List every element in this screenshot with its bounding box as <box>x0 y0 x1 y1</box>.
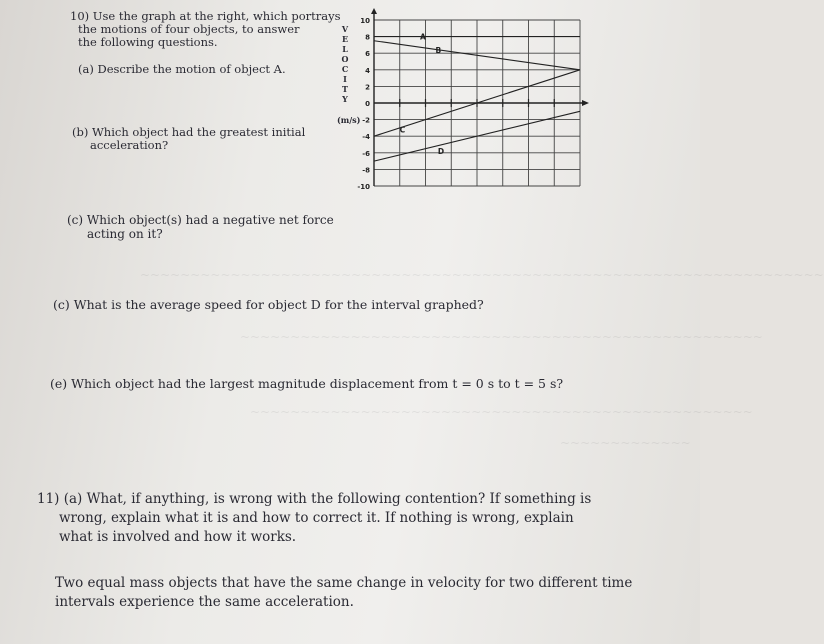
q11-line-2: wrong, explain what it is and how to correct it. If nothing is wrong, explain <box>59 510 574 526</box>
q10b-line-2: acceleration? <box>90 138 169 152</box>
y-tick-label: -6 <box>362 149 370 158</box>
y-tick-label: -10 <box>357 183 370 191</box>
y-tick-label: 8 <box>365 33 370 42</box>
q10-line-1: 10) Use the graph at the right, which portrays <box>70 9 341 23</box>
y-tick-label: 0 <box>365 100 370 108</box>
bleed-through-text: ~~~~~~~~~~~~~ <box>560 436 691 450</box>
y-axis-label-letter: C <box>341 64 349 74</box>
y-axis-label-letter: E <box>341 34 349 44</box>
series-label-b: B <box>435 45 442 55</box>
question-10e: (e) Which object had the largest magnitude displacement from t = 0 s to t = 5 s? <box>50 376 564 391</box>
x-axis-arrow <box>582 100 589 106</box>
y-axis-label-letter: T <box>342 84 348 94</box>
question-10d: (c) What is the average speed for object D for the interval graphed? <box>53 297 484 312</box>
question-10a: (a) Describe the motion of object A. <box>78 62 286 76</box>
y-axis-label-letter: V <box>341 24 349 34</box>
y-tick-label: 2 <box>365 83 370 92</box>
statement-line-2: intervals experience the same acceleration. <box>55 594 354 610</box>
graph-axes <box>371 8 589 186</box>
y-axis-label-letter: I <box>343 74 347 84</box>
bleed-through-text: ~~~~~~~~~~~~~~~~~~~~~~~~~~~~~~~~~~~~~~~~~~~~~~~~~~ <box>250 405 753 419</box>
y-tick-label: -2 <box>362 116 370 125</box>
q11-line-3: what is involved and how it works. <box>59 529 297 545</box>
series-label-a: A <box>420 32 426 42</box>
q10c-line-1: (c) Which object(s) had a negative net force <box>67 213 334 227</box>
bleed-through-text: ~~~~~~~~~~~~~~~~~~~~~~~~~~~~~~~~~~~~~~~~~~~~~~~~~~~~~~~~~~~~~~~~~~~~ <box>140 268 824 282</box>
q11-line-1: 11) (a) What, if anything, is wrong with the following contention? If something is <box>37 491 592 507</box>
bleed-through-text: ~~~~~~~~~~~~~~~~~~~~~~~~~~~~~~~~~~~~~~~~~~~~~~~~~~~~ <box>240 330 763 344</box>
y-tick-labels <box>357 17 370 191</box>
series-label-d: D <box>437 147 445 157</box>
series-label-c: C <box>399 125 406 135</box>
y-axis-label-letter: L <box>342 44 348 54</box>
y-tick-label: -8 <box>362 166 370 175</box>
y-axis-arrow <box>371 8 377 14</box>
y-tick-label: 10 <box>360 17 370 25</box>
y-tick-label: -4 <box>362 133 370 142</box>
q10c-line-2: acting on it? <box>87 227 163 241</box>
q10-line-3: the following questions. <box>78 35 218 49</box>
y-axis-label-letter: O <box>341 54 349 64</box>
q10b-line-1: (b) Which object had the greatest initial <box>72 125 306 139</box>
y-tick-label: 6 <box>365 50 370 59</box>
statement-line-1: Two equal mass objects that have the same change in velocity for two different time <box>55 575 633 591</box>
y-axis-label-letter: Y <box>342 94 348 104</box>
y-tick-label: 4 <box>365 66 370 75</box>
y-axis-unit: (m/s) <box>337 115 361 125</box>
q10-line-2: the motions of four objects, to answer <box>78 22 300 36</box>
